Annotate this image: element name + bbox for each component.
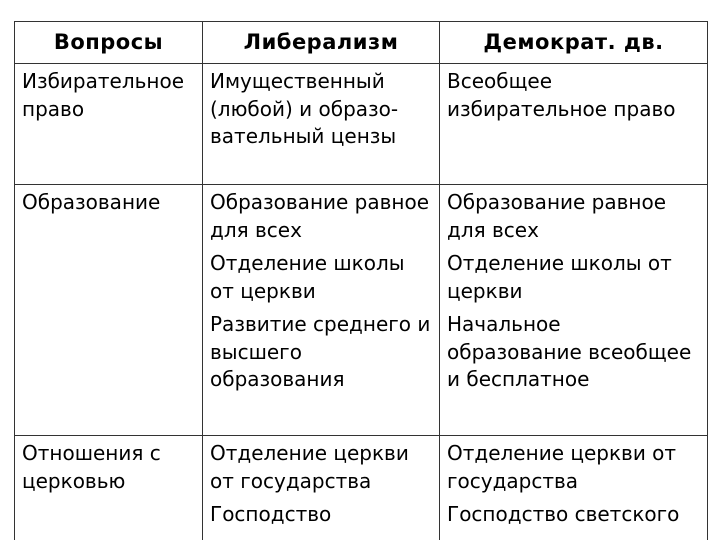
cell-text: Отделение церкви от государства [210,441,409,493]
democrats-cell [440,436,708,540]
cell-text: Развитие среднего и высшего образования [210,312,431,391]
question-cell [15,64,203,185]
cell-text: Господство светского [447,502,680,526]
liberalism-cell [203,185,440,436]
cell-text: Всеобщее избирательное право [447,69,676,121]
cell-text: Образование [22,190,161,214]
cell-text: Избирательное право [22,69,185,121]
table-row [15,436,708,540]
liberalism-cell [203,64,440,185]
cell-text: Отделение школы от церкви [210,251,405,303]
cell-text: Образование равное для всех [447,190,667,242]
cell-text: Образование равное для всех [210,190,430,242]
cell-text: Имущественный (любой) и образо-вательный цензы [210,69,399,148]
cell-text: Начальное образование всеобщее и бесплатное [447,312,692,391]
cell-text: Господство [210,502,332,526]
comparison-table [14,21,708,540]
liberalism-cell [203,436,440,540]
header-liberalism: Либерализм [203,22,440,64]
table-row [15,185,708,436]
cell-text: Отношения с церковью [22,441,161,493]
cell-text: Отделение церкви от государства [447,441,677,493]
header-row [15,22,708,64]
cell-text: Отделение школы от церкви [447,251,672,303]
question-cell [15,436,203,540]
democrats-cell [440,185,708,436]
democrats-cell [440,64,708,185]
header-democrats: Демократ. дв. [440,22,708,64]
table-row [15,64,708,185]
header-questions: Вопросы [15,22,203,64]
question-cell [15,185,203,436]
